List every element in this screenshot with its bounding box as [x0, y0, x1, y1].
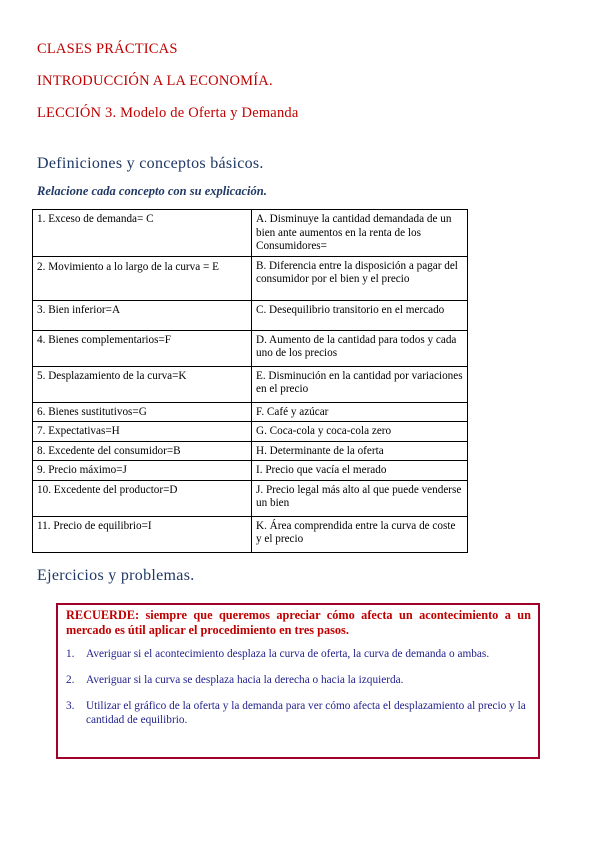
steps-list: [66, 647, 531, 727]
table-row: [33, 441, 468, 461]
step-number: 1.: [66, 648, 75, 660]
explanation-cell: H. Determinante de la oferta: [252, 441, 468, 461]
explanation-cell: I. Precio que vacía el merado: [252, 461, 468, 481]
recuerde-intro: RECUERDE: siempre que queremos apreciar cómo afecta un acontecimiento a un mercado es útil aplicar el procedimiento en tres pasos.: [66, 608, 531, 637]
explanation-cell: K. Área comprendida entre la curva de coste y el precio: [252, 516, 468, 552]
explanation-cell: B. Diferencia entre la disposición a pagar del consumidor por el bien y el precio: [252, 256, 468, 300]
step-number: 2.: [66, 674, 75, 686]
table-row: [33, 256, 468, 300]
concept-cell: 7. Expectativas=H: [33, 422, 252, 442]
explanation-cell: A. Disminuye la cantidad demandada de un bien ante aumentos en la renta de los Consumidores=: [252, 210, 468, 257]
step-text: Utilizar el gráfico de la oferta y la demanda para ver cómo afecta el desplazamiento al precio y la cantidad de equilibrio.: [86, 700, 526, 726]
explanation-cell: E. Disminución en la cantidad por variaciones en el precio: [252, 366, 468, 402]
list-item: [66, 699, 531, 727]
step-text: Averiguar si la curva se desplaza hacia la derecha o hacia la izquierda.: [86, 674, 404, 686]
concept-cell: 8. Excedente del consumidor=B: [33, 441, 252, 461]
instruction-text: Relacione cada concepto con su explicación.: [37, 184, 267, 198]
step-number: 3.: [66, 700, 75, 712]
doc-title-clases: CLASES PRÁCTICAS: [37, 41, 178, 57]
concept-cell: 10. Excedente del productor=D: [33, 480, 252, 516]
concept-cell: 9. Precio máximo=J: [33, 461, 252, 481]
step-text: Averiguar si el acontecimiento desplaza la curva de oferta, la curva de demanda o ambas.: [86, 648, 490, 660]
concept-cell: 6. Bienes sustitutivos=G: [33, 402, 252, 422]
table-row: [33, 422, 468, 442]
table-row: [33, 516, 468, 552]
concept-cell: 11. Precio de equilibrio=I: [33, 516, 252, 552]
explanation-cell: C. Desequilibrio transitorio en el mercado: [252, 300, 468, 330]
table-row: [33, 366, 468, 402]
list-item: [66, 673, 531, 687]
table-row: [33, 402, 468, 422]
table-row: [33, 461, 468, 481]
section-title-definitions: Definiciones y conceptos básicos.: [37, 155, 264, 172]
explanation-cell: J. Precio legal más alto al que puede venderse un bien: [252, 480, 468, 516]
table-row: [33, 210, 468, 257]
recuerde-box: [56, 603, 540, 759]
explanation-cell: F. Café y azúcar: [252, 402, 468, 422]
explanation-cell: G. Coca-cola y coca-cola zero: [252, 422, 468, 442]
concept-cell: 5. Desplazamiento de la curva=K: [33, 366, 252, 402]
section-title-exercises: Ejercicios y problemas.: [37, 567, 195, 584]
concept-cell: 2. Movimiento a lo largo de la curva = E: [33, 256, 252, 300]
concept-cell: 1. Exceso de demanda= C: [33, 210, 252, 257]
concepts-table: [32, 209, 468, 553]
doc-title-course: INTRODUCCIÓN A LA ECONOMÍA.: [37, 73, 273, 89]
list-item: [66, 647, 531, 661]
concept-cell: 4. Bienes complementarios=F: [33, 330, 252, 366]
explanation-cell: D. Aumento de la cantidad para todos y cada uno de los precios: [252, 330, 468, 366]
doc-title-lesson: LECCIÓN 3. Modelo de Oferta y Demanda: [37, 105, 299, 121]
concept-cell: 3. Bien inferior=A: [33, 300, 252, 330]
table-row: [33, 480, 468, 516]
table-row: [33, 300, 468, 330]
table-row: [33, 330, 468, 366]
